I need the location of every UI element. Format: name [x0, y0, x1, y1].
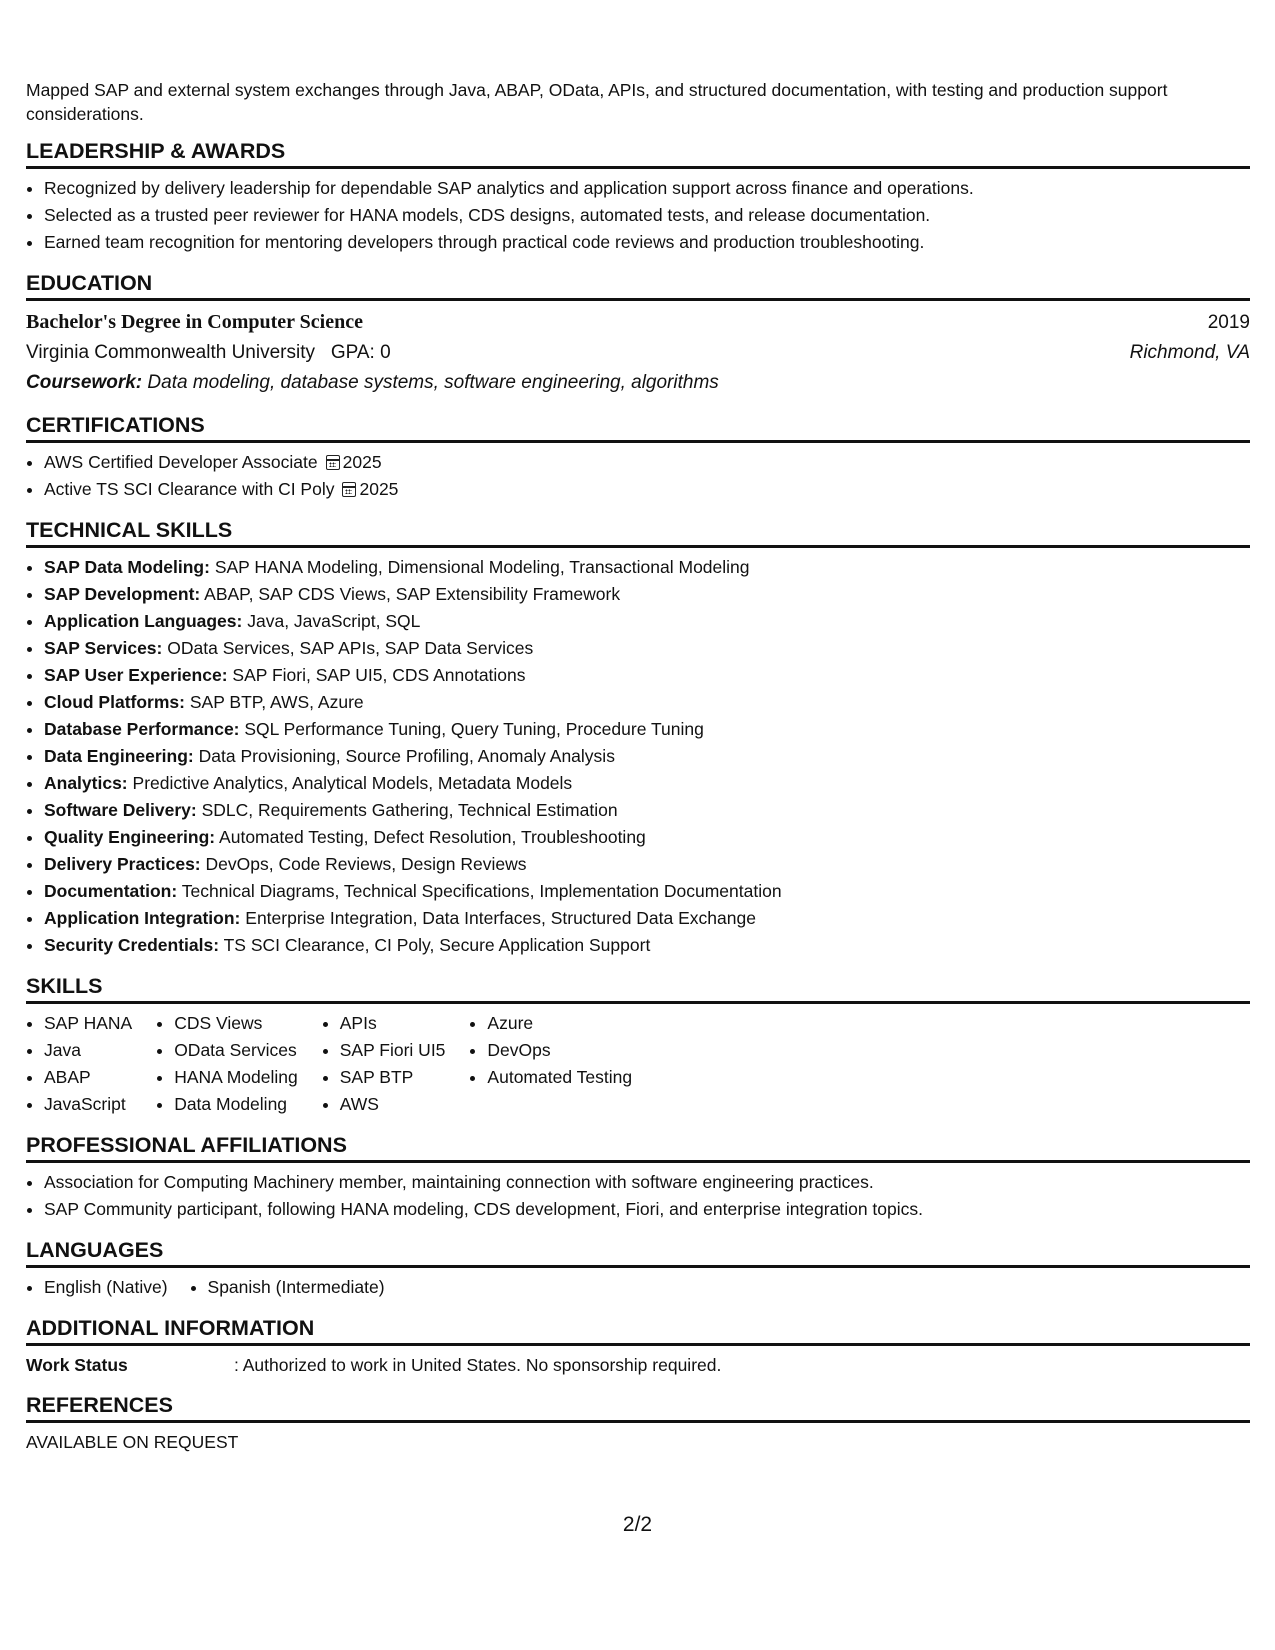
technical-skill-item — [44, 689, 1250, 716]
references-section — [26, 1392, 1250, 1455]
gpa: GPA: 0 — [330, 342, 391, 363]
skill-values: TS SCI Clearance, CI Poly, Secure Application Support — [223, 935, 651, 955]
skill-category: SAP User Experience: — [44, 665, 228, 685]
skill-category: Cloud Platforms: — [44, 692, 185, 712]
skill-item: • Automated Testing — [487, 1064, 632, 1091]
skills-column — [469, 1010, 632, 1118]
technical-skill-item — [44, 554, 1250, 581]
skill-item: • SAP HANA — [44, 1010, 132, 1037]
leadership-list — [26, 175, 1250, 256]
certification-item — [44, 476, 1250, 503]
skill-item: • JavaScript — [44, 1091, 132, 1118]
skill-category: Software Delivery: — [44, 800, 197, 820]
work-status-label: Work Status — [26, 1355, 128, 1375]
education-degree-row — [26, 307, 1250, 338]
skills-section — [26, 973, 1250, 1118]
skill-item: • Data Modeling — [174, 1091, 298, 1118]
skill-category: SAP Development: — [44, 584, 201, 604]
calendar-icon — [342, 482, 356, 497]
skill-values: SQL Performance Tuning, Query Tuning, Procedure Tuning — [244, 719, 704, 739]
school-location: Richmond, VA — [1129, 342, 1250, 363]
technical-skill-item — [44, 581, 1250, 608]
skill-item: • AWS — [340, 1091, 446, 1118]
skill-category: Documentation: — [44, 881, 178, 901]
technical-skills-section — [26, 517, 1250, 959]
degree: Bachelor's Degree in Computer Science — [26, 311, 363, 333]
skills-column — [156, 1010, 298, 1118]
technical-skill-item — [44, 662, 1250, 689]
skill-item: • CDS Views — [174, 1010, 298, 1037]
skill-category: Security Credentials: — [44, 935, 220, 955]
skills-column — [26, 1010, 132, 1118]
list-item: • Selected as a trusted peer reviewer for HANA models, CDS designs, automated tests, and release documentation. — [44, 202, 1250, 229]
coursework-label: Coursework: — [26, 372, 143, 393]
section-title-affiliations: PROFESSIONAL AFFILIATIONS — [26, 1132, 1250, 1163]
section-title-certifications: CERTIFICATIONS — [26, 412, 1250, 443]
skill-category: Application Integration: — [44, 908, 241, 928]
technical-skill-item — [44, 797, 1250, 824]
skills-columns — [26, 1010, 1250, 1118]
certification-item — [44, 449, 1250, 476]
work-status-value: : Authorized to work in United States. No sponsorship required. — [234, 1355, 722, 1375]
skill-item: • Java — [44, 1037, 132, 1064]
technical-skill-item — [44, 851, 1250, 878]
affiliations-section — [26, 1132, 1250, 1223]
skill-values: SAP BTP, AWS, Azure — [189, 692, 364, 712]
section-title-education: EDUCATION — [26, 270, 1250, 301]
language-list — [190, 1274, 385, 1301]
language-item: • English (Native) — [44, 1274, 168, 1301]
certification-year: 2025 — [359, 479, 399, 499]
certifications-list — [26, 449, 1250, 503]
skill-values: SDLC, Requirements Gathering, Technical Estimation — [201, 800, 618, 820]
technical-skill-item — [44, 770, 1250, 797]
skill-category: Quality Engineering: — [44, 827, 216, 847]
languages-section — [26, 1237, 1250, 1301]
skill-values: Automated Testing, Defect Resolution, Troubleshooting — [219, 827, 646, 847]
graduation-year: 2019 — [1207, 312, 1250, 333]
languages-row — [26, 1274, 1250, 1301]
skill-values: Enterprise Integration, Data Interfaces, Structured Data Exchange — [245, 908, 756, 928]
school-line — [26, 338, 391, 368]
skill-category: Data Engineering: — [44, 746, 194, 766]
skill-values: Predictive Analytics, Analytical Models, Metadata Models — [132, 773, 573, 793]
skill-values: Technical Diagrams, Technical Specifications, Implementation Documentation — [181, 881, 782, 901]
technical-skill-item — [44, 743, 1250, 770]
section-title-skills: SKILLS — [26, 973, 1250, 1004]
section-title-technical-skills: TECHNICAL SKILLS — [26, 517, 1250, 548]
education-section — [26, 270, 1250, 398]
skill-values: OData Services, SAP APIs, SAP Data Services — [167, 638, 534, 658]
technical-skill-item — [44, 716, 1250, 743]
skill-category: Application Languages: — [44, 611, 243, 631]
technical-skill-item — [44, 932, 1250, 959]
affiliations-list — [26, 1169, 1250, 1223]
technical-skill-item — [44, 905, 1250, 932]
calendar-icon — [326, 455, 340, 470]
coursework-text: Data modeling, database systems, software engineering, algorithms — [147, 372, 719, 393]
technical-skill-item — [44, 824, 1250, 851]
list-item: • Association for Computing Machinery member, maintaining connection with software engineering practices. — [44, 1169, 1250, 1196]
skill-item: • DevOps — [487, 1037, 632, 1064]
skill-item: • SAP BTP — [340, 1064, 446, 1091]
skill-values: DevOps, Code Reviews, Design Reviews — [205, 854, 527, 874]
education-school-row — [26, 338, 1250, 368]
section-title-additional: ADDITIONAL INFORMATION — [26, 1315, 1250, 1346]
skill-category: Analytics: — [44, 773, 128, 793]
technical-skill-item — [44, 608, 1250, 635]
certifications-section — [26, 412, 1250, 503]
language-list — [26, 1274, 168, 1301]
intro-paragraph: Mapped SAP and external system exchanges through Java, ABAP, OData, APIs, and structured documentation, with testing and production support considerations. — [26, 80, 1168, 124]
certification-name: AWS Certified Developer Associate — [44, 452, 318, 472]
skill-item: • ABAP — [44, 1064, 132, 1091]
technical-skills-list — [26, 554, 1250, 959]
skill-item: • Azure — [487, 1010, 632, 1037]
certification-year: 2025 — [342, 452, 382, 472]
skill-values: Java, JavaScript, SQL — [247, 611, 421, 631]
additional-section — [26, 1315, 1250, 1378]
skill-item: • OData Services — [174, 1037, 298, 1064]
skill-values: ABAP, SAP CDS Views, SAP Extensibility Framework — [204, 584, 621, 604]
skill-category: Database Performance: — [44, 719, 240, 739]
skill-item: • APIs — [340, 1010, 446, 1037]
coursework — [26, 368, 1250, 398]
school-name: Virginia Commonwealth University — [26, 342, 315, 363]
section-title-languages: LANGUAGES — [26, 1237, 1250, 1268]
references-text: AVAILABLE ON REQUEST — [26, 1432, 239, 1452]
language-item: • Spanish (Intermediate) — [208, 1274, 385, 1301]
skills-column — [322, 1010, 446, 1118]
list-item: • SAP Community participant, following HANA modeling, CDS development, Fiori, and enterprise integration topics. — [44, 1196, 1250, 1223]
skill-item: • HANA Modeling — [174, 1064, 298, 1091]
skill-category: SAP Services: — [44, 638, 163, 658]
section-title-leadership: LEADERSHIP & AWARDS — [26, 138, 1250, 169]
technical-skill-item — [44, 635, 1250, 662]
list-item: • Recognized by delivery leadership for dependable SAP analytics and application support across finance and operations. — [44, 175, 1250, 202]
skill-values: Data Provisioning, Source Profiling, Anomaly Analysis — [198, 746, 615, 766]
leadership-section — [26, 138, 1250, 256]
list-item: • Earned team recognition for mentoring developers through practical code reviews and production troubleshooting. — [44, 229, 1250, 256]
skill-values: SAP HANA Modeling, Dimensional Modeling, Transactional Modeling — [214, 557, 750, 577]
certification-name: Active TS SCI Clearance with CI Poly — [44, 479, 335, 499]
resume-page — [26, 78, 1250, 1469]
skill-category: Delivery Practices: — [44, 854, 201, 874]
skill-item: • SAP Fiori UI5 — [340, 1037, 446, 1064]
page-number: 2/2 — [622, 1513, 653, 1536]
technical-skill-item — [44, 878, 1250, 905]
skill-category: SAP Data Modeling: — [44, 557, 210, 577]
work-status-row — [26, 1352, 1250, 1378]
skill-values: SAP Fiori, SAP UI5, CDS Annotations — [232, 665, 526, 685]
section-title-references: REFERENCES — [26, 1392, 1250, 1423]
